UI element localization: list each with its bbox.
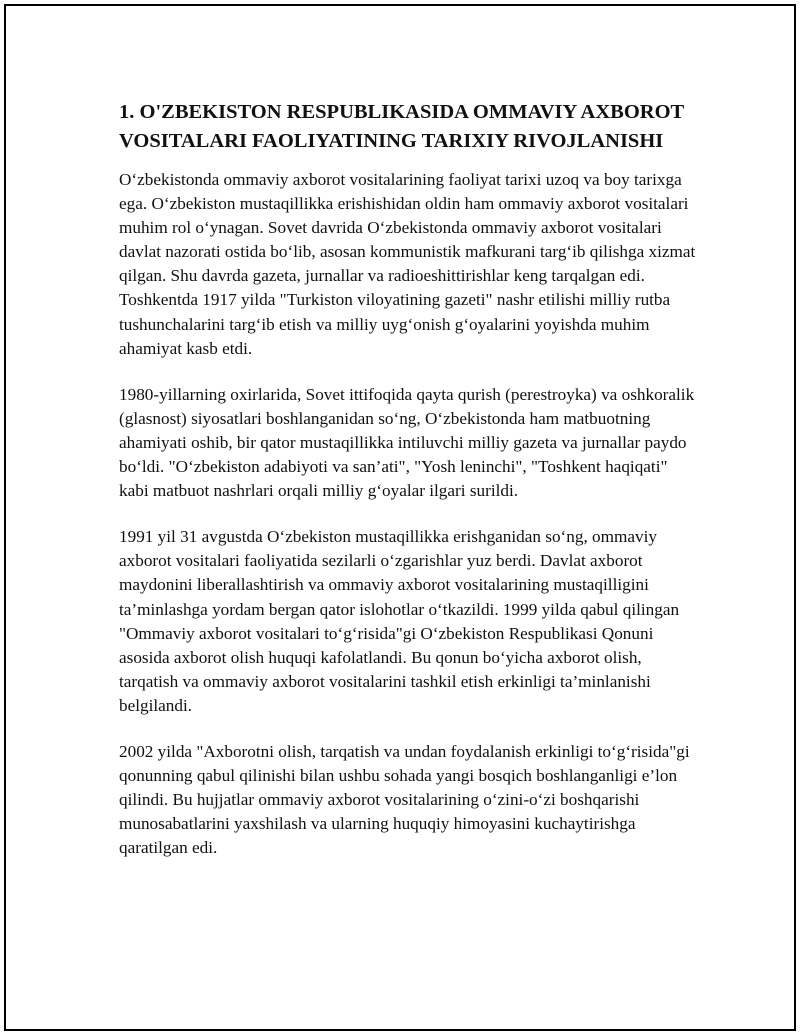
document-body (119, 98, 699, 882)
document-page (4, 4, 796, 1031)
paragraph-2002-law: 2002 yilda "Axborotni olish, tarqatish va undan foydalanish erkinligi to‘g‘risida"gi qonunning qabul qilinishi bilan ushbu sohada yangi bosqich boshlanganligi e’lon qilindi. Bu hujjatlar ommaviy axborot vositalarining o‘zini-o‘zi boshqarishi munosabatlarini yaxshilash va ularning huquqiy himoyasini kuchaytirishga qaratilgan edi. (119, 741, 690, 858)
paragraph-soviet-era: O‘zbekistonda ommaviy axborot vositalarining faoliyat tarixi uzoq va boy tarixga ega. O‘zbekiston mustaqillikka erishishidan oldin ham ommaviy axborot vositalari muhim rol o‘ynagan. Sovet davrida O‘zbekistonda ommaviy axborot vositalari davlat nazorati ostida bo‘lib, asosan kommunistik mafkurani targ‘ib qilishga xizmat qilgan. Shu davrda gazeta, jurnallar va radioeshittirishlar keng tarqalgan edi. Toshkentda 1917 yilda "Turkiston viloyatining gazeti" nashr etilishi milliy rutba tushunchalarini targ‘ib etish va milliy uyg‘onish g‘oyalarini yoyishda muhim ahamiyat kasb etdi. (119, 170, 696, 358)
document-title: 1. O'ZBEKISTON RESPUBLIKASIDA OMMAVIY AXBOROT VOSITALARI FAOLIYATINING TARIXIY RIVOJLANISHI (119, 101, 684, 152)
paragraph-independence: 1991 yil 31 avgustda O‘zbekiston mustaqillikka erishganidan so‘ng, ommaviy axborot vositalari faoliyatida sezilarli o‘zgarishlar yuz berdi. Davlat axborot maydonini liberallashtirish va ommaviy axborot vositalarining mustaqilligini ta’minlashga yordam bergan qator islohotlar o‘tkazildi. 1999 yilda qabul qilingan "Ommaviy axborot vositalari to‘g‘risida"gi O‘zbekiston Respublikasi Qonuni asosida axborot olish huquqi kafolatlandi. Bu qonun bo‘yicha axborot olish, tarqatish va ommaviy axborot vositalarini tashkil etish erkinligi ta’minlanishi belgilandi. (119, 527, 680, 715)
paragraph-perestroika: 1980-yillarning oxirlarida, Sovet ittifoqida qayta qurish (perestroyka) va oshkoralik (glasnost) siyosatlari boshlanganidan so‘ng, O‘zbekistonda ham matbuotning ahamiyati oshib, bir qator mustaqillikka intiluvchi milliy gazeta va jurnallar paydo bo‘ldi. "O‘zbekiston adabiyoti va san’ati", "Yosh leninchi", "Toshkent haqiqati" kabi matbuot nashrlari orqali milliy g‘oyalar ilgari surildi. (119, 384, 695, 501)
